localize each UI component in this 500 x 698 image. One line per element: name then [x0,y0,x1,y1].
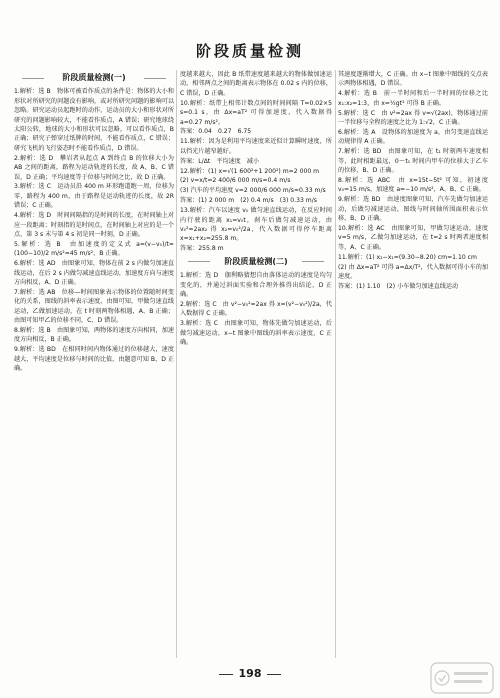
answer-paragraph: 8.解析：选 B 由图象可知，两物体的速度方向相同，加速度方向相反，B 正确。 [14,327,174,344]
answer-paragraph: 4.解析：选 B 前一半时间和后一半时间的位移之比 x₁:x₂=1:3，由 x=½gt² 可得 B 正确。 [338,90,488,107]
answer-paragraph: 答案：(1) 1.10 (2) 小车做匀加速直线运动 [338,282,459,290]
answer-paragraph: 7.解析：选 AB 位移—时间图象表示物体的位置随时间变化的关系，图线的斜率表示速度，由图可知，甲做匀速直线运动，乙做加速运动，在 t 时刻两物体相遇，A、B 正确；由图可知甲乙的位移不同，C、D 错误。 [14,288,174,325]
answer-paragraph: 2.解析：选 D 攀岩者从起点 A 到终点 B 的位移大小为 AB 之间的距离，路程为运动轨迹的长度，故 A、B、C 错误，D 正确；平均速度等于位移与时间之比，故 D 正确。 [14,154,174,181]
answer-paragraph: 6.解析：选 A 设物体的加速度为 a，由匀变速直线运动规律得 A 正确。 [338,128,488,146]
column-3 [338,70,488,658]
answer-paragraph: 3.解析：选 C 运动员沿 400 m 环形跑道跑一周，位移为零，路程为 400 m，由于路程是运动轨迹的长度，故 2R 错误；C 正确。 [14,183,174,210]
answer-paragraph: 9.解析：选 BD 在相同时间内物体通过的位移越大，速度越大，平均速度是位移与时间的比值，由题意可知 B、D 正确。 [14,346,174,373]
answer-paragraph: 10.解析：选 AC 由图象可知，甲做匀速运动，速度 v=5 m/s，乙做匀加速运动，在 t=2 s 时两者速度相等，A、C 正确。 [338,225,488,251]
answer-paragraph: 3.解析：选 C 由图象可知，物体先做匀加速运动，后做匀减速运动，x−t 图象中图线的斜率表示速度，C 正确。 [180,320,332,346]
answer-paragraph: 10.解析：纸带上相邻计数点间的时间间隔 T=0.02×5 s=0.1 s，由 Δx=aT² 可得加速度，代入数据得 a=0.27 m/s²。 [180,99,332,126]
answer-paragraph: 答案：255.8 m [180,245,224,253]
page-title: 阶段质量检测 [195,42,304,60]
watermark-logo-icon [430,662,494,694]
answer-paragraph: 2.解析：选 C 由 v²−v₀²=2ax 得 x=(v²−v₀²)/2a，代入数据得 C 正确。 [180,300,332,318]
answer-paragraph: 11.解析：因为是利用平均速度来近似计算瞬时速度，所以挡光片越窄越好。 [180,138,332,155]
answer-paragraph: (3) 汽车的平均速度 v=2 000/6 000 m/s≈0.33 m/s [180,187,326,195]
answer-paragraph: 12.解析：(1) x=√(1 600²+1 200²) m=2 000 m [180,167,320,175]
column-1 [14,70,174,658]
column-divider [335,70,336,658]
answer-paragraph: 答案：0.04 0.27 6.75 [180,128,252,136]
answer-paragraph: 5.解析：选 B 由加速度的定义式 a=(v−v₀)/t=(100−10)/2 m/s²=45 m/s²，B 正确。 [14,240,174,258]
answer-paragraph: 11.解析：(1) x₂−x₁=(9.30−8.20) cm=1.10 cm [338,253,477,261]
answer-paragraph: 13.解析：汽车以速度 v₀ 做匀速直线运动，在反应时间内行驶的距离 x₁=v₀t，刹车后做匀减速运动，由 v₀²=2ax₂ 得 x₂=v₀²/2a，代入数据可得停车距离 x=x₁+x₂=255.8 m。 [180,207,332,243]
section-heading: 阶段质量检测(二) [180,257,332,266]
answer-paragraph: 8.解析：选 ABC 由 x=15t−5t² 可知，初速度 v₀=15 m/s，加速度 a=−10 m/s²，A、B、C 正确。 [338,176,488,194]
answer-paragraph: 6.解析：选 AD 由图象可知，物体在前 2 s 内做匀加速直线运动，在后 2 s 内做匀减速直线运动，加速度方向与速度方向相反，A、D 正确。 [14,260,174,287]
answer-paragraph: (2) 由 Δx=aT² 可得 a=Δx/T²，代入数据可得小车的加速度。 [338,263,488,281]
answer-paragraph: 9.解析：选 BD 由速度图象可知，汽车先做匀加速运动，后做匀减速运动，图线与时间轴所围面积表示位移，B、D 正确。 [338,196,488,223]
answer-paragraph: 答案：L/Δt 平均速度 减小 [180,157,260,165]
section-heading: 阶段质量检测(一) [14,73,174,82]
answer-paragraph: 5.解析：选 C 由 v²=2ax 得 v=√(2ax)，物体通过前一半位移与全程的速度之比为 1:√2，C 正确。 [338,109,488,127]
page-number: 198 [0,667,500,680]
answer-paragraph: 其速度逐渐增大，C 正确。由 x−t 图象中图线的交点表示两物体相遇，D 错误。 [338,71,488,88]
column-2 [180,70,332,658]
answer-paragraph: 1.解析：选 B 物体可被看作质点的条件是：物体的大小和形状对所研究的问题没有影响，或对所研究问题的影响可以忽略。研究运动员起跑时的动作，运动员的大小和形状对所研究的问题影响较大，不能看作质点，A 错误；研究地球绕太阳公转，地球的大小和形状可以忽略，可以看作质点，B 正确；研究子弹穿过纸牌的时间，不能看作质点，C 错误；研究飞机的飞行姿态时不能看作质点，D 错误。 [14,88,174,152]
column-divider [176,70,177,658]
answer-paragraph: 1.解析：选 D 伽利略猜想自由落体运动的速度是均匀变化的，并通过斜面实验和合理外推得出结论，D 正确。 [180,272,332,298]
answer-paragraph: 7.解析：选 BD 由图象可知，在 t₁ 时刻两车速度相等，此时相距最远，0～t₁ 时间内甲车的位移大于乙车的位移，B、D 正确。 [338,148,488,175]
answer-paragraph: 4.解析：选 D 时间间隔指的是时间的长度，在时间轴上对应一段距离；时刻指的是时间点，在时间轴上对应的是一个点，第 3 s 末与第 4 s 初是同一时刻，D 正确。 [14,212,174,238]
answer-paragraph: (2) v=x/t=2 400/6 000 m/s=0.4 m/s [180,177,291,185]
answer-paragraph: 度越来越大，因此 B 纸带速度越来越大的物体做加速运动，相邻两点之间的距离表示物体在 0.02 s 内的位移，C 错误，D 正确。 [180,71,332,97]
answer-paragraph: 答案：(1) 2 000 m (2) 0.4 m/s (3) 0.33 m/s [180,197,317,205]
